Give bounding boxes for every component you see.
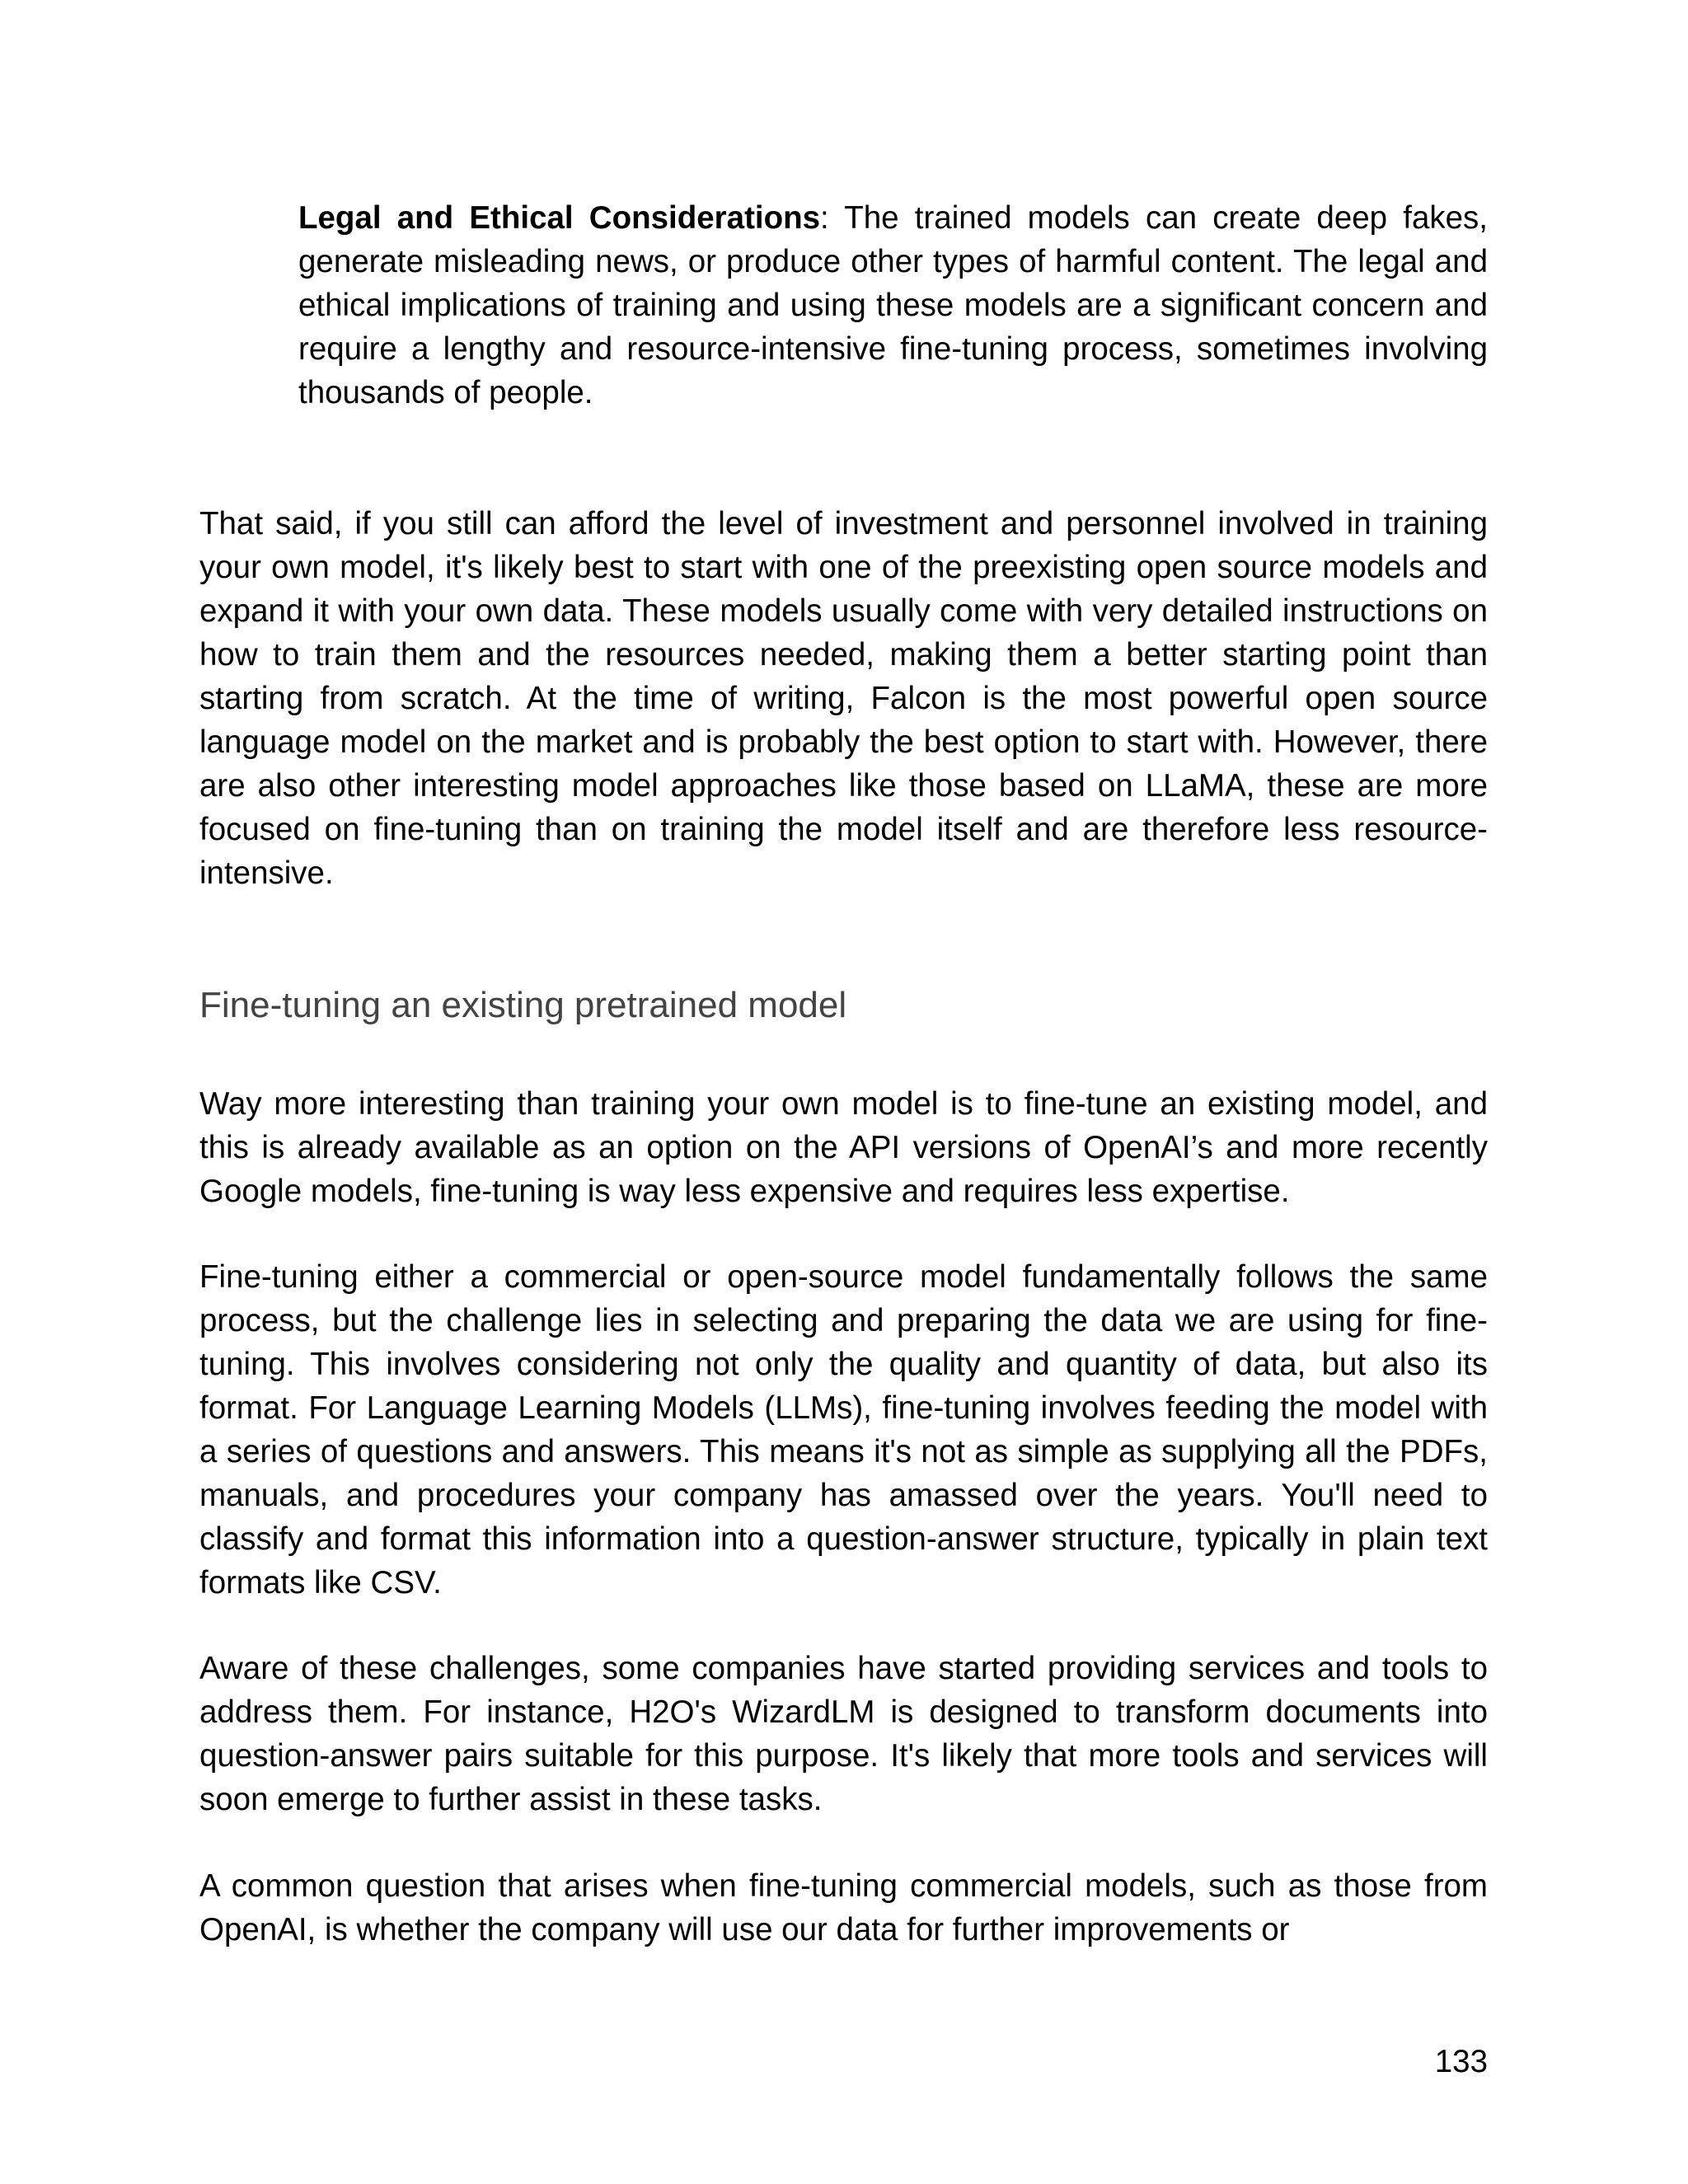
paragraph-fine-tune-intro: Way more interesting than training your own model is to fine-tune an existing model, and this is already available as an option on the API versions of OpenAI’s and more recently Google models, fine-tuning is way less expensive and requires less expertise. [199,1086,1488,1209]
considerations-paragraph [298,196,1488,415]
page-number: 133 [1434,2044,1488,2079]
considerations-text: : The trained models can create deep fakes, generate misleading news, or produce other types of harmful content. The legal and ethical implications of training and using these models are a significant concern and require a lengthy and resource-intensive fine-tuning process, sometimes involving thousands of people. [298,200,1488,410]
paragraph-investment: That said, if you still can afford the level of investment and personnel involved in training your own model, it's likely best to start with one of the preexisting open source models and expand it with your own data. These models usually come with very detailed instructions on how to train them and the resources needed, making them a better starting point than starting from scratch. At the time of writing, Falcon is the most powerful open source language model on the market and is probably the best option to start with. However, there are also other interesting model approaches like those based on LLaMA, these are more focused on fine-tuning than on training the model itself and are therefore less resource-intensive. [199,506,1488,891]
considerations-lead: Legal and Ethical Considerations [298,200,821,236]
section-heading: Fine-tuning an existing pretrained model [199,985,847,1025]
paragraph-data-preparation: Fine-tuning either a commercial or open-source model fundamentally follows the same process, but the challenge lies in selecting and preparing the data we are using for fine-tuning. This involves considering not only the quality and quantity of data, but also its format. For Language Learning Models (LLMs), fine-tuning involves feeding the model with a series of questions and answers. This means it's not as simple as supplying all the PDFs, manuals, and procedures your company has amassed over the years. You'll need to classify and format this information into a question-answer structure, typically in plain text formats like CSV. [199,1259,1488,1601]
paragraph-tools: Aware of these challenges, some companies have started providing services and tools to address them. For instance, H2O's WizardLM is designed to transform documents into question-answer pairs suitable for this purpose. It's likely that more tools and services will soon emerge to further assist in these tasks. [199,1651,1488,1817]
paragraph-common-question: A common question that arises when fine-tuning commercial models, such as those from OpenAI, is whether the company will use our data for further improvements or [199,1868,1488,1947]
